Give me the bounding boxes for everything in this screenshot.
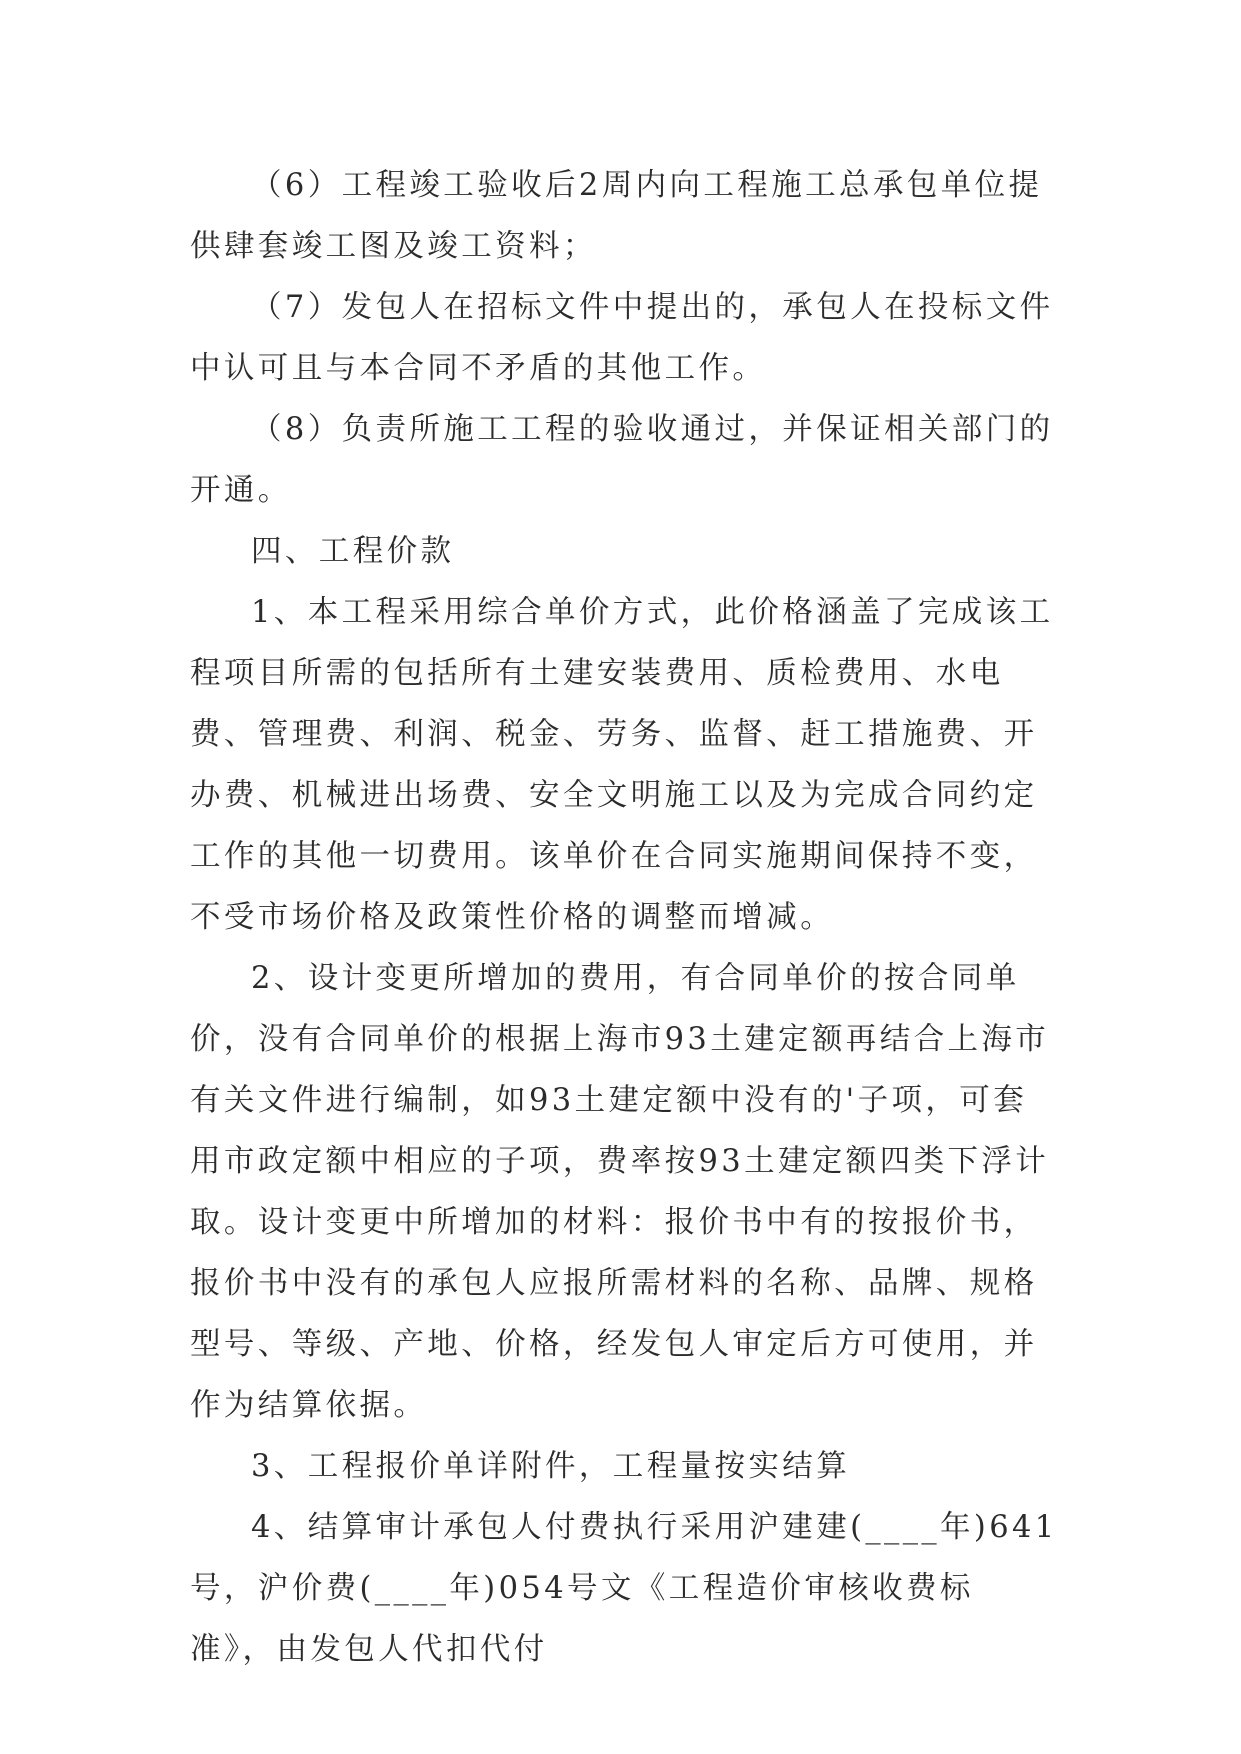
document-body [190, 155, 1060, 1680]
section-heading-price: 四、工程价款 [251, 534, 455, 569]
paragraph-clause-2: 2、设计变更所增加的费用，有合同单价的按合同单价，没有合同单价的根据上海市93土建定额再结合上海市有关文件进行编制，如93土建定额中没有的'子项，可套用市政定额中相应的子项，费率按93土建定额四类下浮计取。设计变更中所增加的材料：报价书中有的按报价书，报价书中没有的承包人应报所需材料的名称、品牌、规格型号、等级、产地、价格，经发包人审定后方可使用，并作为结算依据。 [190, 961, 1050, 1423]
paragraph-item-6: （6）工程竣工验收后2周内向工程施工总承包单位提供肆套竣工图及竣工资料； [190, 168, 1043, 264]
paragraph-item-7: （7）发包人在招标文件中提出的，承包人在投标文件中认可且与本合同不矛盾的其他工作。 [190, 290, 1054, 386]
paragraph-clause-1: 1、本工程采用综合单价方式，此价格涵盖了完成该工程项目所需的包括所有土建安装费用、质检费用、水电费、管理费、利润、税金、劳务、监督、赶工措施费、开办费、机械进出场费、安全文明施工以及为完成合同约定工作的其他一切费用。该单价在合同实施期间保持不变，不受市场价格及政策性价格的调整而增减。 [190, 595, 1054, 935]
paragraph-clause-3: 3、工程报价单详附件，工程量按实结算 [251, 1449, 851, 1484]
paragraph-item-8: （8）负责所施工工程的验收通过，并保证相关部门的开通。 [190, 412, 1054, 508]
paragraph-clause-4: 4、结算审计承包人付费执行采用沪建建(____年)641号，沪价费(____年)054号文《工程造价审核收费标准》，由发包人代扣代付 [190, 1510, 1058, 1667]
